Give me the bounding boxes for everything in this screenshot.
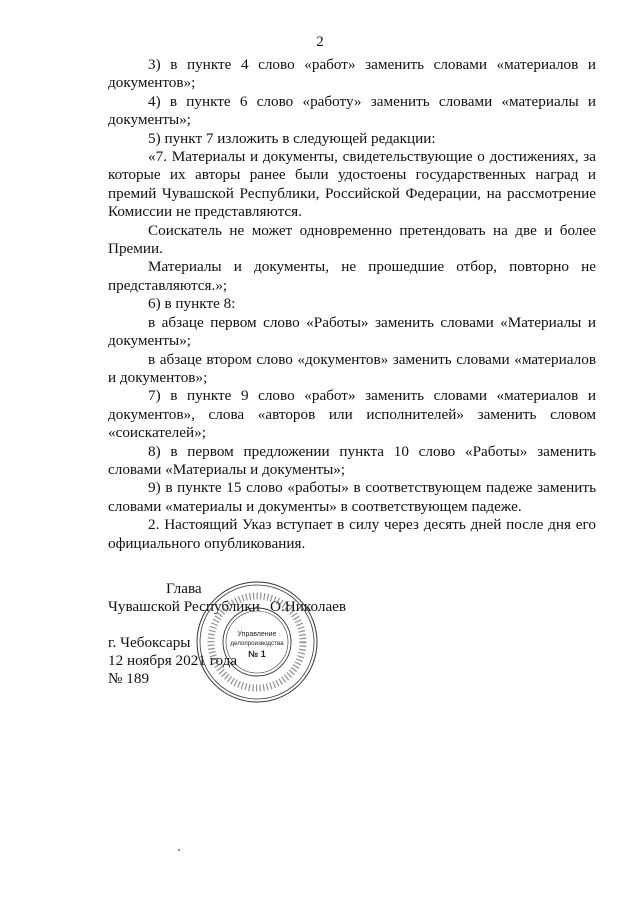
scan-speck: [178, 849, 180, 851]
paragraph: в абзаце первом слово «Работы» заменить словами «Материалы и документы»;: [108, 313, 596, 350]
signatory-title-line2: Чувашской Республики: [108, 598, 260, 615]
paragraph: Соискатель не может одновременно претендовать на две и более Премии.: [108, 221, 596, 258]
seal-inner-line1: Управление: [237, 631, 277, 638]
decree-number: № 189: [108, 670, 150, 687]
document-body: [108, 56, 596, 553]
paragraph: 2. Настоящий Указ вступает в силу через десять дней после дня его официального опубликования.: [108, 516, 596, 552]
paragraph: «7. Материалы и документы, свидетельствующие о достижениях, за которые их авторы ранее были удостоены государственных наград и премий Чувашской Республики, Российской Федерации, на рассмотрение Комиссии не представляются.: [108, 148, 596, 221]
official-seal: [195, 580, 319, 704]
signatory-name: О.Николаев: [270, 598, 347, 615]
paragraph: 3) в пункте 4 слово «работ» заменить словами «материалов и документов»;: [108, 56, 596, 92]
signing-date: 12 ноября 2021 года: [108, 652, 238, 669]
seal-inner-number: № 1: [248, 649, 266, 659]
seal-inner-line2: делопроизводства: [230, 640, 284, 647]
paragraph: 5) пункт 7 изложить в следующей редакции:: [148, 129, 436, 147]
paragraph: в абзаце втором слово «документов» заменить словами «материалов и документов»;: [108, 350, 596, 386]
paragraph: 9) в пункте 15 слово «работы» в соответствующем падеже заменить словами «материалы и документы» в соответствующем падеже.: [108, 479, 596, 515]
paragraph: 6) в пункте 8:: [148, 295, 236, 313]
paragraph: Материалы и документы, не прошедшие отбор, повторно не представляются.»;: [108, 258, 596, 294]
signing-city: г. Чебоксары: [108, 634, 191, 651]
paragraph: 4) в пункте 6 слово «работу» заменить словами «материалы и документы»;: [108, 92, 596, 129]
signatory-title-line1: Глава: [166, 580, 202, 597]
paragraph: 8) в первом предложении пункта 10 слово «Работы» заменить словами «Материалы и документы»;: [108, 442, 596, 478]
paragraph: 7) в пункте 9 слово «работ» заменить словами «материалов и документов», слова «авторов или исполнителей» заменить словом «соискателей»;: [108, 387, 596, 442]
page-number: 2: [316, 34, 324, 50]
